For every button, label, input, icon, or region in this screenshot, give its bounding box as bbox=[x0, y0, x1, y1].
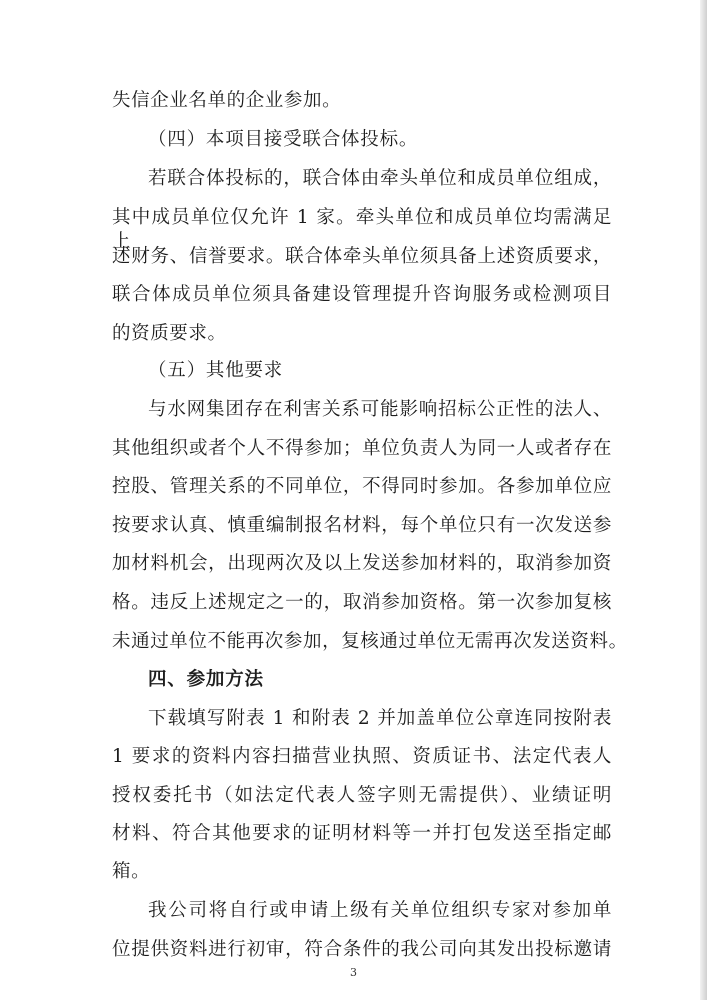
paragraph-line: 的资质要求。 bbox=[112, 323, 227, 344]
paragraph-line: 其中成员单位仅允许 1 家。牵头单位和成员单位均需满足上 bbox=[112, 207, 612, 252]
paragraph-line: 其他组织或者个人不得参加；单位负责人为同一人或者存在 bbox=[112, 438, 612, 459]
subsection-heading-four: （四）本项目接受联合体投标。 bbox=[148, 129, 419, 150]
paragraph-line: 若联合体投标的，联合体由牵头单位和成员单位组成， bbox=[148, 168, 612, 189]
paragraph-line: 材料、符合其他要求的证明材料等一并打包发送至指定邮 bbox=[112, 823, 612, 844]
paragraph-line: 1 要求的资料内容扫描营业执照、资质证书、法定代表人 bbox=[112, 746, 612, 767]
subsection-heading-five: （五）其他要求 bbox=[148, 360, 284, 381]
paragraph-line: 述财务、信誉要求。联合体牵头单位须具备上述资质要求， bbox=[112, 246, 612, 267]
paragraph-line: 格。违反上述规定之一的，取消参加资格。第一次参加复核 bbox=[112, 592, 612, 613]
paragraph-line: 位提供资料进行初审，符合条件的我公司向其发出投标邀请 bbox=[112, 939, 612, 960]
section-heading-four: 四、参加方法 bbox=[148, 669, 264, 690]
paragraph-line: 联合体成员单位须具备建设管理提升咨询服务或检测项目 bbox=[112, 284, 612, 305]
scan-edge bbox=[700, 0, 707, 1000]
paragraph-line: 与水网集团存在利害关系可能影响招标公正性的法人、 bbox=[148, 399, 612, 420]
paragraph-line: 下载填写附表 1 和附表 2 并加盖单位公章连同按附表 bbox=[148, 708, 612, 729]
paragraph-line: 我公司将自行或申请上级有关单位组织专家对参加单 bbox=[148, 900, 612, 921]
paragraph-line: 加材料机会，出现两次及以上发送参加材料的，取消参加资 bbox=[112, 553, 612, 574]
paragraph-line: 箱。 bbox=[112, 861, 151, 882]
page-number: 3 bbox=[350, 966, 357, 979]
paragraph-line: 授权委托书（如法定代表人签字则无需提供）、业绩证明 bbox=[112, 785, 612, 806]
paragraph-line: 失信企业名单的企业参加。 bbox=[112, 90, 342, 111]
paragraph-line: 控股、管理关系的不同单位，不得同时参加。各参加单位应 bbox=[112, 476, 612, 497]
paragraph-line: 未通过单位不能再次参加，复核通过单位无需再次发送资料。 bbox=[112, 631, 628, 652]
paragraph-line: 按要求认真、慎重编制报名材料，每个单位只有一次发送参 bbox=[112, 515, 612, 536]
